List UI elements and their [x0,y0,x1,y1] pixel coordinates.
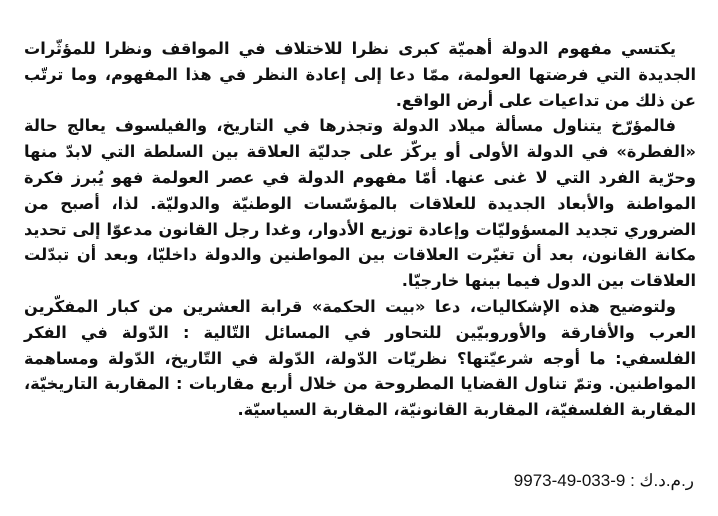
paragraph-perspectives: فالمؤرّخ يتناول مسألة ميلاد الدولة وتجذرها في التاريخ، والفيلسوف يعالج حالة «الفطرة» في الدولة الأولى أو يركّز على جدليّة العلاقة بين السلطة التي لابدّ منها وحرّية الفرد التي لا غنى عنها. أمّا مفهوم الدولة في عصر العولمة فهو يُبرز فكرة المواطنة والأبعاد الجديدة للعلاقات بالمؤسّسات الوطنيّة والدوليّة. لذا، أصبح من الضروري تجديد المسؤوليّات وإعادة توزيع الأدوار، وغدا رجل القانون مدعوّا إلى تحديد مكانة القانون، بعد أن تغيّرت العلاقات بين المواطنين والدولة داخليّا، وبعد أن تبدّلت العلاقات بين الدول فيما بينها خارجيّا. [24,116,696,291]
isbn-number: 9973-49-033-9 [513,471,626,490]
isbn-line [514,469,694,493]
document-body [24,36,696,423]
paragraph-intro: يكتسي مفهوم الدولة أهميّة كبرى نظرا للاختلاف في المواقف ونظرا للمؤثّرات الجديدة التي فرضتها العولمة، ممّا دعا إلى إعادة النظر في هذا المفهوم، وما ترتّب عن ذلك من تداعيات على أرض الواقع. [24,39,696,110]
isbn-label: ر.م.د.ك : [630,471,694,490]
paragraph-symposium: ولتوضيح هذه الإشكاليات، دعا «بيت الحكمة» قرابة العشرين من كبار المفكّرين العرب والأفارقة والأوروبيّين للتحاور في المسائل التّالية : الدّولة في الفكر الفلسفي: ما أوجه شرعيّتها؟ نظريّات الدّولة، الدّولة في التّاريخ، الدّولة ومساهمة المواطنين. وتمّ تناول القضايا المطروحة من خلال أربع مقاربات : المقاربة التاريخيّة، المقاربة الفلسفيّة، المقاربة القانونيّة، المقاربة السياسيّة. [24,296,696,420]
